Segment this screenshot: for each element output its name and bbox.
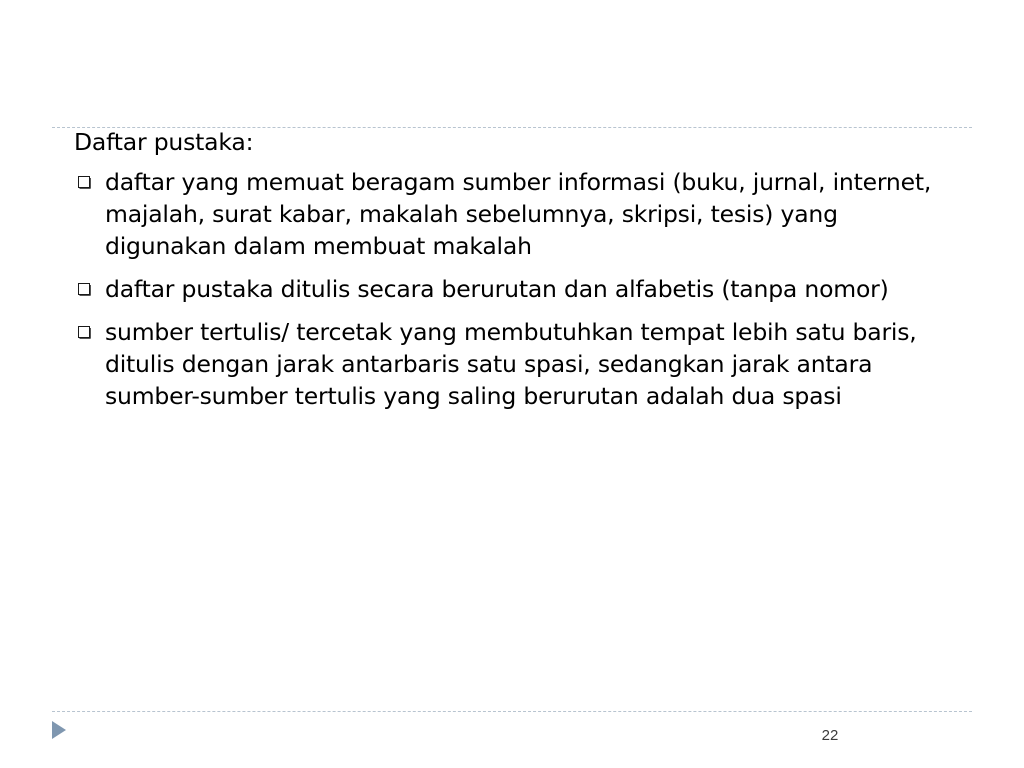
page-number: 22 xyxy=(821,727,839,744)
bullet-list xyxy=(74,166,964,412)
triangle-right-icon[interactable] xyxy=(51,720,67,740)
slide-heading: Daftar pustaka: xyxy=(74,128,254,156)
bullet-text: daftar yang memuat beragam sumber informasi (buku, jurnal, internet, majalah, surat kabar, makalah sebelumnya, skripsi, tesis) yang digunakan dalam membuat makalah xyxy=(105,168,932,260)
checkbox-bullet-icon xyxy=(78,326,91,339)
bottom-divider xyxy=(52,711,972,712)
bullet-text: daftar pustaka ditulis secara berurutan dan alfabetis (tanpa nomor) xyxy=(105,275,889,303)
bullet-item xyxy=(74,166,964,262)
bullet-text: sumber tertulis/ tercetak yang membutuhkan tempat lebih satu baris, ditulis dengan jarak antarbaris satu spasi, sedangkan jarak antara sumber-sumber tertulis yang saling berurutan adalah dua spasi xyxy=(105,318,917,410)
bullet-item xyxy=(74,273,964,305)
slide-content xyxy=(74,128,964,423)
checkbox-bullet-icon xyxy=(78,176,91,189)
checkbox-bullet-icon xyxy=(78,283,91,296)
bullet-item xyxy=(74,316,964,412)
